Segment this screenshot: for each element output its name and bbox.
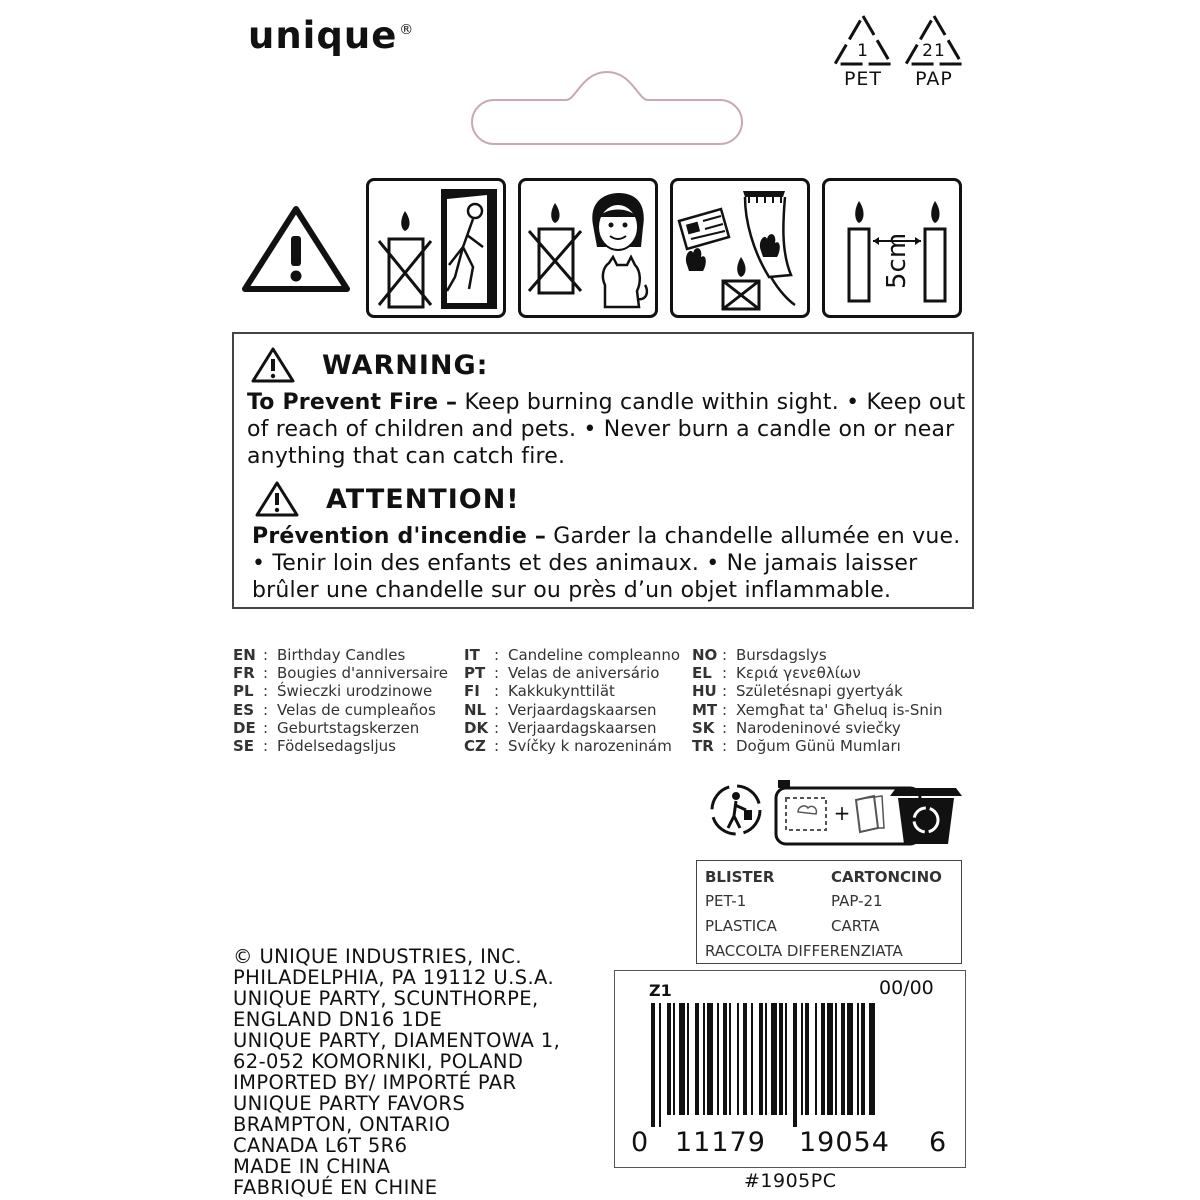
language-column: [692, 646, 943, 755]
attention-title: ATTENTION!: [326, 483, 520, 515]
keep-away-from-children-pets-icon: [518, 178, 658, 318]
barcode-bar: [651, 1003, 655, 1127]
product-sku: #1905PC: [744, 1170, 837, 1192]
warning-lead: Prévention d'incendie –: [252, 524, 547, 549]
language-row: IT : Candeline compleanno: [464, 646, 681, 664]
language-column: [464, 646, 680, 755]
svg-text:+: +: [833, 801, 851, 825]
barcode-digits-right: 19054: [799, 1127, 890, 1158]
barcode-bar: [659, 1003, 661, 1127]
barcode-bar: [703, 1003, 705, 1115]
language-row: PT : Velas de aniversário: [464, 664, 660, 683]
address-line: ENGLAND DN16 1DE: [233, 1008, 443, 1031]
language-row: FI : Kakkukynttilät: [464, 682, 615, 701]
address-line: UNIQUE PARTY FAVORS: [233, 1092, 466, 1115]
recycle-code-pet: [831, 12, 895, 90]
barcode-bar: [667, 1003, 671, 1115]
barcode-bar: [751, 1003, 753, 1115]
language-row: NL : Verjaardagskaarsen: [464, 700, 657, 719]
disposal-icons: [706, 772, 966, 852]
language-row: SK : Narodeninové sviečky: [692, 718, 901, 737]
blister-heading: BLISTER: [705, 868, 775, 886]
warning-triangle-icon: [250, 346, 296, 384]
warning-heading-en: [250, 346, 488, 384]
barcode-digit-first: 0: [631, 1127, 649, 1158]
warning-line: brûler une chandelle sur ou près d’un objet inflammable.: [252, 578, 892, 603]
barcode-bar: [785, 1003, 787, 1115]
language-row: EN : Birthday Candles: [233, 646, 406, 664]
language-row: NO : Bursdagslys: [692, 646, 827, 664]
recycle-triangle-icon: [902, 12, 966, 68]
barcode-bar: [869, 1003, 875, 1115]
never-leave-candle-unattended-icon: [366, 178, 506, 318]
barcode-bar: [815, 1003, 817, 1115]
warning-text-en: [247, 389, 971, 470]
barcode-date: 00/00: [879, 977, 934, 999]
warning-box: [232, 332, 974, 609]
barcode-bar: [771, 1003, 777, 1115]
barcode-bar: [729, 1003, 731, 1115]
language-row: TR : Doğum Günü Mumları: [692, 737, 901, 756]
collection-note: RACCOLTA DIFFERENZIATA: [705, 942, 903, 960]
company-address: [233, 946, 560, 1198]
barcode-zone: Z1: [649, 981, 672, 1000]
language-row: ES : Velas de cumpleaños: [233, 700, 436, 719]
material-type: CARTA: [831, 917, 880, 935]
barcode-digits-left: 11179: [675, 1127, 766, 1158]
warning-line: • Tenir loin des enfants et des animaux. • Ne jamais laisser: [252, 551, 918, 576]
language-row: EL : Κεριά γενεθλίων: [692, 664, 861, 683]
materials-box: [696, 860, 962, 964]
language-row: PL : Świeczki urodzinowe: [233, 682, 433, 701]
recycle-label: PAP: [915, 68, 953, 90]
material-type: PLASTICA: [705, 917, 777, 935]
warning-line: of reach of children and pets. • Never burn a candle on or near: [247, 417, 955, 442]
barcode-bar: [841, 1003, 845, 1115]
recycle-number: 21: [922, 41, 946, 61]
warning-lead: To Prevent Fire –: [247, 390, 458, 415]
material-code: PET-1: [705, 892, 747, 910]
language-row: CZ : Svíčky k narozeninám: [464, 737, 672, 756]
barcode-bar: [765, 1003, 767, 1115]
address-line: UNIQUE PARTY, SCUNTHORPE,: [233, 987, 539, 1010]
language-row: MT : Xemgħat ta' Għeluq is-Snin: [692, 700, 943, 719]
warning-line: Keep burning candle within sight. • Keep out: [457, 390, 966, 415]
spacing-label: 5cm: [882, 232, 912, 289]
language-row: DK : Verjaardagskaarsen: [464, 718, 657, 737]
language-row: HU : Születésnapi gyertyák: [692, 682, 903, 701]
language-row: SE : Födelsedagsljus: [233, 737, 396, 756]
recycle-number: 1: [857, 41, 869, 61]
barcode-bar: [673, 1003, 675, 1115]
address-line: IMPORTED BY/ IMPORTÉ PAR: [233, 1071, 517, 1094]
address-line: MADE IN CHINA: [233, 1155, 391, 1178]
brand-logo: [248, 14, 414, 57]
recycle-triangle-icon: [831, 12, 895, 68]
address-line: PHILADELPHIA, PA 19112 U.S.A.: [233, 966, 555, 989]
barcode-bar: [793, 1003, 797, 1127]
barcode-bar: [743, 1003, 747, 1115]
barcode-bar: [779, 1003, 783, 1115]
warning-heading-fr: [254, 480, 520, 518]
address-line: 62-052 KOMORNIKI, POLAND: [233, 1050, 524, 1073]
barcode-bar: [861, 1003, 865, 1115]
warning-triangle-icon: [240, 204, 352, 294]
barcode-bar: [723, 1003, 727, 1115]
warning-triangle-icon: [254, 480, 300, 518]
barcode-bar: [805, 1003, 809, 1115]
barcode-bar: [717, 1003, 719, 1115]
barcode-bar: [857, 1003, 859, 1115]
warning-text-fr: [252, 523, 972, 604]
barcode-bar: [759, 1003, 763, 1115]
registered-mark: ®: [399, 22, 415, 38]
address-line: FABRIQUÉ EN CHINE: [233, 1176, 438, 1199]
recycle-label: PET: [843, 68, 883, 90]
material-code: PAP-21: [831, 892, 883, 910]
warning-line: anything that can catch fire.: [247, 444, 566, 469]
barcode-bars: [651, 1003, 941, 1127]
barcode-bar: [679, 1003, 685, 1115]
barcode-bar: [835, 1003, 837, 1115]
barcode-bar: [827, 1003, 833, 1115]
recycle-code-pap: [902, 12, 966, 90]
barcode-bar: [737, 1003, 739, 1115]
warning-line: Garder la chandelle allumée en vue.: [546, 524, 961, 549]
hang-tab-outline: [466, 70, 748, 146]
language-row: FR : Bougies d'anniversaire: [233, 664, 449, 683]
warning-title: WARNING:: [322, 349, 489, 381]
barcode-bar: [821, 1003, 825, 1115]
address-line: CANADA L6T 5R6: [233, 1134, 408, 1157]
barcode-digit-check: 6: [929, 1127, 947, 1158]
barcode-bar: [801, 1003, 803, 1115]
barcode-panel: [614, 970, 966, 1168]
barcode-bar: [695, 1003, 699, 1115]
address-line: © UNIQUE INDUSTRIES, INC.: [233, 945, 522, 968]
tidyman-icon: [712, 786, 760, 834]
brand-name: unique: [248, 14, 398, 57]
cartoncino-heading: CARTONCINO: [831, 868, 942, 886]
barcode-bar: [847, 1003, 853, 1115]
address-line: BRAMPTON, ONTARIO: [233, 1113, 451, 1136]
candle-spacing-icon: [822, 178, 962, 318]
barcode-bar: [707, 1003, 713, 1115]
barcode-bar: [687, 1003, 689, 1115]
address-line: UNIQUE PARTY, DIAMENTOWA 1,: [233, 1029, 561, 1052]
language-row: DE : Geburtstagskerzen: [233, 718, 420, 737]
keep-away-from-flammables-icon: [670, 178, 810, 318]
language-column: [233, 646, 448, 755]
